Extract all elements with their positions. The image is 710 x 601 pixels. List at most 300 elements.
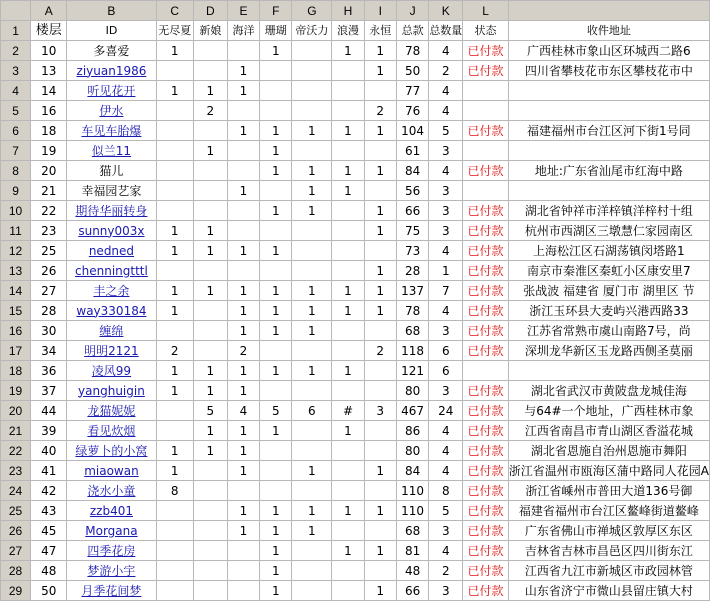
cell-d[interactable] xyxy=(193,581,227,601)
floor-cell[interactable]: 43 xyxy=(31,501,67,521)
address-cell[interactable]: 广东省佛山市禅城区敦厚区东区 xyxy=(508,521,709,541)
cell-d[interactable] xyxy=(193,561,227,581)
cell-e[interactable] xyxy=(227,561,259,581)
cell-d[interactable] xyxy=(193,321,227,341)
cell-e[interactable] xyxy=(227,261,259,281)
user-id-cell[interactable]: 凌风99 xyxy=(67,361,156,381)
floor-cell[interactable]: 40 xyxy=(31,441,67,461)
quantity-cell[interactable]: 4 xyxy=(429,241,463,261)
total-amount-cell[interactable]: 61 xyxy=(396,141,428,161)
cell-g[interactable] xyxy=(292,221,332,241)
floor-cell[interactable]: 22 xyxy=(31,201,67,221)
total-amount-cell[interactable]: 78 xyxy=(396,301,428,321)
cell-i[interactable]: 1 xyxy=(364,461,396,481)
user-id-cell[interactable]: 丰之余 xyxy=(67,281,156,301)
header-cell[interactable]: 新娘 xyxy=(193,21,227,41)
row-header[interactable]: 22 xyxy=(1,441,31,461)
column-header-I[interactable]: I xyxy=(364,1,396,21)
floor-cell[interactable]: 26 xyxy=(31,261,67,281)
row-header[interactable]: 1 xyxy=(1,21,31,41)
cell-i[interactable] xyxy=(364,241,396,261)
cell-c[interactable]: 8 xyxy=(156,481,193,501)
cell-e[interactable]: 1 xyxy=(227,421,259,441)
header-cell[interactable]: 总款 xyxy=(396,21,428,41)
user-id-cell[interactable]: 多喜爱 xyxy=(67,41,156,61)
cell-f[interactable]: 1 xyxy=(260,241,292,261)
quantity-cell[interactable]: 3 xyxy=(429,201,463,221)
cell-d[interactable] xyxy=(193,261,227,281)
cell-c[interactable]: 1 xyxy=(156,381,193,401)
cell-i[interactable] xyxy=(364,321,396,341)
quantity-cell[interactable]: 6 xyxy=(429,361,463,381)
cell-i[interactable]: 1 xyxy=(364,581,396,601)
status-cell[interactable]: 已付款 xyxy=(463,41,508,61)
cell-c[interactable] xyxy=(156,501,193,521)
cell-f[interactable]: 1 xyxy=(260,581,292,601)
cell-g[interactable]: 1 xyxy=(292,361,332,381)
column-header-H[interactable]: H xyxy=(332,1,364,21)
address-cell[interactable]: 江西省南昌市青山湖区香溢花城 xyxy=(508,421,709,441)
column-header-E[interactable]: E xyxy=(227,1,259,21)
cell-c[interactable] xyxy=(156,321,193,341)
header-cell[interactable]: 无尽夏 xyxy=(156,21,193,41)
cell-c[interactable] xyxy=(156,161,193,181)
total-amount-cell[interactable]: 84 xyxy=(396,461,428,481)
floor-cell[interactable]: 42 xyxy=(31,481,67,501)
cell-i[interactable]: 1 xyxy=(364,161,396,181)
cell-d[interactable] xyxy=(193,41,227,61)
quantity-cell[interactable]: 24 xyxy=(429,401,463,421)
cell-i[interactable]: 3 xyxy=(364,401,396,421)
row-header[interactable]: 14 xyxy=(1,281,31,301)
quantity-cell[interactable]: 3 xyxy=(429,321,463,341)
user-id-cell[interactable]: 似兰11 xyxy=(67,141,156,161)
floor-cell[interactable]: 21 xyxy=(31,181,67,201)
cell-g[interactable]: 1 xyxy=(292,161,332,181)
cell-e[interactable] xyxy=(227,221,259,241)
floor-cell[interactable]: 28 xyxy=(31,301,67,321)
cell-c[interactable]: 1 xyxy=(156,221,193,241)
status-cell[interactable]: 已付款 xyxy=(463,501,508,521)
total-amount-cell[interactable]: 110 xyxy=(396,481,428,501)
quantity-cell[interactable]: 4 xyxy=(429,441,463,461)
cell-g[interactable]: 1 xyxy=(292,521,332,541)
column-header-L[interactable]: L xyxy=(463,1,508,21)
address-cell[interactable]: 福建福州市台江区河下街1号同 xyxy=(508,121,709,141)
cell-f[interactable]: 1 xyxy=(260,121,292,141)
cell-c[interactable]: 1 xyxy=(156,281,193,301)
quantity-cell[interactable]: 4 xyxy=(429,101,463,121)
cell-h[interactable]: # xyxy=(332,401,364,421)
cell-f[interactable] xyxy=(260,181,292,201)
cell-f[interactable] xyxy=(260,441,292,461)
cell-i[interactable]: 1 xyxy=(364,541,396,561)
user-id-cell[interactable]: Morgana xyxy=(67,521,156,541)
cell-f[interactable]: 1 xyxy=(260,561,292,581)
cell-d[interactable]: 1 xyxy=(193,381,227,401)
cell-f[interactable] xyxy=(260,481,292,501)
user-id-cell[interactable]: 梦游小宇 xyxy=(67,561,156,581)
user-id-cell[interactable]: 绿萝卜的小窝 xyxy=(67,441,156,461)
status-cell[interactable]: 已付款 xyxy=(463,561,508,581)
status-cell[interactable] xyxy=(463,101,508,121)
cell-d[interactable]: 1 xyxy=(193,421,227,441)
cell-g[interactable]: 1 xyxy=(292,121,332,141)
status-cell[interactable]: 已付款 xyxy=(463,541,508,561)
cell-f[interactable]: 1 xyxy=(260,301,292,321)
cell-h[interactable] xyxy=(332,141,364,161)
status-cell[interactable]: 已付款 xyxy=(463,321,508,341)
header-cell[interactable]: 帝沃力 xyxy=(292,21,332,41)
cell-i[interactable] xyxy=(364,381,396,401)
status-cell[interactable]: 已付款 xyxy=(463,301,508,321)
row-header[interactable]: 7 xyxy=(1,141,31,161)
cell-i[interactable] xyxy=(364,181,396,201)
user-id-cell[interactable]: nedned xyxy=(67,241,156,261)
cell-d[interactable]: 1 xyxy=(193,241,227,261)
cell-g[interactable]: 6 xyxy=(292,401,332,421)
status-cell[interactable] xyxy=(463,141,508,161)
cell-i[interactable] xyxy=(364,421,396,441)
cell-i[interactable]: 2 xyxy=(364,101,396,121)
quantity-cell[interactable]: 4 xyxy=(429,421,463,441)
cell-d[interactable]: 1 xyxy=(193,361,227,381)
total-amount-cell[interactable]: 28 xyxy=(396,261,428,281)
cell-g[interactable] xyxy=(292,341,332,361)
cell-d[interactable]: 2 xyxy=(193,101,227,121)
column-header-A[interactable]: A xyxy=(31,1,67,21)
total-amount-cell[interactable]: 118 xyxy=(396,341,428,361)
address-cell[interactable]: 山东省济宁市微山县留庄镇大村 xyxy=(508,581,709,601)
cell-e[interactable]: 1 xyxy=(227,381,259,401)
row-header[interactable]: 3 xyxy=(1,61,31,81)
total-amount-cell[interactable]: 121 xyxy=(396,361,428,381)
cell-f[interactable] xyxy=(260,61,292,81)
cell-h[interactable] xyxy=(332,201,364,221)
user-id-cell[interactable]: 龙猫妮妮 xyxy=(67,401,156,421)
quantity-cell[interactable]: 4 xyxy=(429,161,463,181)
cell-e[interactable]: 1 xyxy=(227,321,259,341)
header-cell[interactable]: 永恒 xyxy=(364,21,396,41)
cell-g[interactable]: 1 xyxy=(292,181,332,201)
user-id-cell[interactable]: 幸福园艺家 xyxy=(67,181,156,201)
quantity-cell[interactable]: 8 xyxy=(429,481,463,501)
row-header[interactable]: 12 xyxy=(1,241,31,261)
quantity-cell[interactable]: 3 xyxy=(429,581,463,601)
cell-g[interactable]: 1 xyxy=(292,461,332,481)
quantity-cell[interactable]: 3 xyxy=(429,381,463,401)
cell-d[interactable] xyxy=(193,501,227,521)
status-cell[interactable]: 已付款 xyxy=(463,381,508,401)
status-cell[interactable]: 已付款 xyxy=(463,421,508,441)
cell-c[interactable]: 1 xyxy=(156,361,193,381)
cell-f[interactable]: 1 xyxy=(260,281,292,301)
address-cell[interactable] xyxy=(508,101,709,121)
quantity-cell[interactable]: 4 xyxy=(429,461,463,481)
row-header[interactable]: 27 xyxy=(1,541,31,561)
cell-h[interactable]: 1 xyxy=(332,421,364,441)
cell-g[interactable] xyxy=(292,241,332,261)
header-cell[interactable]: 浪漫 xyxy=(332,21,364,41)
header-cell[interactable]: 总数量 xyxy=(429,21,463,41)
row-header[interactable]: 21 xyxy=(1,421,31,441)
cell-g[interactable] xyxy=(292,581,332,601)
row-header[interactable]: 5 xyxy=(1,101,31,121)
total-amount-cell[interactable]: 104 xyxy=(396,121,428,141)
cell-e[interactable]: 1 xyxy=(227,121,259,141)
cell-c[interactable]: 1 xyxy=(156,41,193,61)
cell-f[interactable] xyxy=(260,221,292,241)
floor-cell[interactable]: 39 xyxy=(31,421,67,441)
address-cell[interactable]: 福建省福州市台江区鳌峰街道鳌峰 xyxy=(508,501,709,521)
user-id-cell[interactable]: miaowan xyxy=(67,461,156,481)
status-cell[interactable]: 已付款 xyxy=(463,401,508,421)
header-cell[interactable]: 楼层 xyxy=(31,21,67,41)
column-header-J[interactable]: J xyxy=(396,1,428,21)
cell-h[interactable] xyxy=(332,221,364,241)
total-amount-cell[interactable]: 68 xyxy=(396,521,428,541)
cell-h[interactable] xyxy=(332,81,364,101)
cell-c[interactable]: 1 xyxy=(156,301,193,321)
cell-e[interactable]: 1 xyxy=(227,461,259,481)
cell-c[interactable] xyxy=(156,141,193,161)
total-amount-cell[interactable]: 467 xyxy=(396,401,428,421)
floor-cell[interactable]: 37 xyxy=(31,381,67,401)
cell-g[interactable]: 1 xyxy=(292,501,332,521)
row-header[interactable]: 16 xyxy=(1,321,31,341)
status-cell[interactable]: 已付款 xyxy=(463,581,508,601)
row-header[interactable]: 13 xyxy=(1,261,31,281)
cell-f[interactable]: 1 xyxy=(260,541,292,561)
cell-c[interactable] xyxy=(156,181,193,201)
floor-cell[interactable]: 14 xyxy=(31,81,67,101)
cell-g[interactable]: 1 xyxy=(292,281,332,301)
total-amount-cell[interactable]: 84 xyxy=(396,161,428,181)
user-id-cell[interactable]: sunny003x xyxy=(67,221,156,241)
address-cell[interactable]: 与64#一个地址，广西桂林市象 xyxy=(508,401,709,421)
cell-c[interactable] xyxy=(156,541,193,561)
total-amount-cell[interactable]: 66 xyxy=(396,201,428,221)
address-cell[interactable]: 四川省攀枝花市东区攀枝花市中 xyxy=(508,61,709,81)
status-cell[interactable]: 已付款 xyxy=(463,241,508,261)
cell-i[interactable]: 1 xyxy=(364,201,396,221)
total-amount-cell[interactable]: 56 xyxy=(396,181,428,201)
header-cell[interactable]: 海洋 xyxy=(227,21,259,41)
row-header[interactable]: 11 xyxy=(1,221,31,241)
status-cell[interactable]: 已付款 xyxy=(463,441,508,461)
address-cell[interactable]: 湖北省钟祥市洋梓镇洋梓村十组 xyxy=(508,201,709,221)
select-all-corner[interactable] xyxy=(1,1,31,21)
cell-e[interactable] xyxy=(227,141,259,161)
floor-cell[interactable]: 20 xyxy=(31,161,67,181)
cell-d[interactable] xyxy=(193,201,227,221)
status-cell[interactable]: 已付款 xyxy=(463,521,508,541)
cell-g[interactable] xyxy=(292,101,332,121)
cell-f[interactable]: 1 xyxy=(260,521,292,541)
floor-cell[interactable]: 44 xyxy=(31,401,67,421)
cell-h[interactable] xyxy=(332,101,364,121)
cell-i[interactable] xyxy=(364,561,396,581)
cell-h[interactable]: 1 xyxy=(332,301,364,321)
floor-cell[interactable]: 16 xyxy=(31,101,67,121)
cell-d[interactable]: 1 xyxy=(193,441,227,461)
column-header-m[interactable] xyxy=(508,1,709,21)
quantity-cell[interactable]: 6 xyxy=(429,341,463,361)
cell-c[interactable] xyxy=(156,561,193,581)
cell-g[interactable] xyxy=(292,381,332,401)
cell-e[interactable]: 1 xyxy=(227,301,259,321)
cell-i[interactable]: 1 xyxy=(364,501,396,521)
user-id-cell[interactable]: 四季花房 xyxy=(67,541,156,561)
address-cell[interactable]: 浙江省嵊州市普田大道136号御 xyxy=(508,481,709,501)
total-amount-cell[interactable]: 81 xyxy=(396,541,428,561)
cell-f[interactable] xyxy=(260,101,292,121)
status-cell[interactable] xyxy=(463,181,508,201)
cell-d[interactable] xyxy=(193,541,227,561)
cell-d[interactable] xyxy=(193,301,227,321)
quantity-cell[interactable]: 2 xyxy=(429,561,463,581)
cell-h[interactable] xyxy=(332,461,364,481)
cell-g[interactable] xyxy=(292,441,332,461)
cell-f[interactable]: 1 xyxy=(260,321,292,341)
cell-g[interactable]: 1 xyxy=(292,301,332,321)
user-id-cell[interactable]: 猫儿 xyxy=(67,161,156,181)
cell-h[interactable]: 1 xyxy=(332,501,364,521)
address-cell[interactable]: 湖北省武汉市黄陂盘龙城佳海 xyxy=(508,381,709,401)
floor-cell[interactable]: 36 xyxy=(31,361,67,381)
cell-d[interactable] xyxy=(193,341,227,361)
user-id-cell[interactable]: zzb401 xyxy=(67,501,156,521)
row-header[interactable]: 25 xyxy=(1,501,31,521)
row-header[interactable]: 17 xyxy=(1,341,31,361)
cell-i[interactable] xyxy=(364,141,396,161)
total-amount-cell[interactable]: 50 xyxy=(396,61,428,81)
quantity-cell[interactable]: 3 xyxy=(429,181,463,201)
cell-c[interactable]: 1 xyxy=(156,81,193,101)
floor-cell[interactable]: 50 xyxy=(31,581,67,601)
cell-f[interactable] xyxy=(260,341,292,361)
cell-e[interactable]: 4 xyxy=(227,401,259,421)
status-cell[interactable]: 已付款 xyxy=(463,281,508,301)
status-cell[interactable]: 已付款 xyxy=(463,221,508,241)
cell-c[interactable]: 2 xyxy=(156,341,193,361)
user-id-cell[interactable]: yanghuigin xyxy=(67,381,156,401)
row-header[interactable]: 24 xyxy=(1,481,31,501)
cell-e[interactable] xyxy=(227,481,259,501)
address-cell[interactable] xyxy=(508,361,709,381)
cell-e[interactable] xyxy=(227,161,259,181)
cell-e[interactable] xyxy=(227,541,259,561)
total-amount-cell[interactable]: 86 xyxy=(396,421,428,441)
cell-i[interactable]: 1 xyxy=(364,121,396,141)
row-header[interactable]: 23 xyxy=(1,461,31,481)
quantity-cell[interactable]: 7 xyxy=(429,281,463,301)
floor-cell[interactable]: 10 xyxy=(31,41,67,61)
floor-cell[interactable]: 30 xyxy=(31,321,67,341)
address-cell[interactable]: 广西桂林市象山区环城西二路6 xyxy=(508,41,709,61)
cell-d[interactable]: 1 xyxy=(193,221,227,241)
cell-h[interactable]: 1 xyxy=(332,281,364,301)
cell-c[interactable] xyxy=(156,401,193,421)
cell-e[interactable]: 2 xyxy=(227,341,259,361)
cell-e[interactable]: 1 xyxy=(227,61,259,81)
user-id-cell[interactable]: 缠绵 xyxy=(67,321,156,341)
column-header-B[interactable]: B xyxy=(67,1,156,21)
header-cell[interactable]: ID xyxy=(67,21,156,41)
cell-f[interactable] xyxy=(260,461,292,481)
user-id-cell[interactable]: 期待华丽转身 xyxy=(67,201,156,221)
row-header[interactable]: 10 xyxy=(1,201,31,221)
header-cell[interactable]: 状态 xyxy=(463,21,508,41)
total-amount-cell[interactable]: 80 xyxy=(396,441,428,461)
address-cell[interactable]: 江苏省常熟市虞山南路7号，尚 xyxy=(508,321,709,341)
row-header[interactable]: 15 xyxy=(1,301,31,321)
cell-h[interactable] xyxy=(332,581,364,601)
cell-i[interactable] xyxy=(364,481,396,501)
cell-h[interactable] xyxy=(332,521,364,541)
cell-c[interactable]: 1 xyxy=(156,461,193,481)
column-header-G[interactable]: G xyxy=(292,1,332,21)
cell-i[interactable]: 1 xyxy=(364,221,396,241)
cell-e[interactable] xyxy=(227,201,259,221)
status-cell[interactable]: 已付款 xyxy=(463,161,508,181)
floor-cell[interactable]: 13 xyxy=(31,61,67,81)
cell-e[interactable]: 1 xyxy=(227,281,259,301)
cell-e[interactable]: 1 xyxy=(227,181,259,201)
cell-i[interactable]: 2 xyxy=(364,341,396,361)
total-amount-cell[interactable]: 66 xyxy=(396,581,428,601)
cell-i[interactable] xyxy=(364,521,396,541)
cell-e[interactable] xyxy=(227,41,259,61)
cell-g[interactable] xyxy=(292,261,332,281)
address-cell[interactable] xyxy=(508,141,709,161)
cell-i[interactable]: 1 xyxy=(364,281,396,301)
cell-d[interactable] xyxy=(193,461,227,481)
floor-cell[interactable]: 45 xyxy=(31,521,67,541)
cell-h[interactable] xyxy=(332,341,364,361)
total-amount-cell[interactable]: 78 xyxy=(396,41,428,61)
quantity-cell[interactable]: 5 xyxy=(429,121,463,141)
cell-h[interactable]: 1 xyxy=(332,121,364,141)
total-amount-cell[interactable]: 68 xyxy=(396,321,428,341)
cell-d[interactable] xyxy=(193,481,227,501)
status-cell[interactable] xyxy=(463,81,508,101)
cell-e[interactable]: 1 xyxy=(227,501,259,521)
cell-g[interactable] xyxy=(292,61,332,81)
header-cell[interactable]: 珊瑚 xyxy=(260,21,292,41)
cell-d[interactable]: 1 xyxy=(193,81,227,101)
cell-f[interactable]: 1 xyxy=(260,141,292,161)
quantity-cell[interactable]: 4 xyxy=(429,301,463,321)
cell-h[interactable]: 1 xyxy=(332,541,364,561)
user-id-cell[interactable]: ziyuan1986 xyxy=(67,61,156,81)
address-cell[interactable]: 湖北省恩施自治州恩施市舞阳 xyxy=(508,441,709,461)
cell-h[interactable] xyxy=(332,321,364,341)
cell-c[interactable] xyxy=(156,421,193,441)
row-header[interactable]: 2 xyxy=(1,41,31,61)
cell-i[interactable] xyxy=(364,81,396,101)
column-header-D[interactable]: D xyxy=(193,1,227,21)
status-cell[interactable]: 已付款 xyxy=(463,261,508,281)
quantity-cell[interactable]: 4 xyxy=(429,541,463,561)
cell-d[interactable] xyxy=(193,121,227,141)
row-header[interactable]: 28 xyxy=(1,561,31,581)
cell-f[interactable]: 1 xyxy=(260,201,292,221)
user-id-cell[interactable]: 伊水 xyxy=(67,101,156,121)
status-cell[interactable]: 已付款 xyxy=(463,341,508,361)
total-amount-cell[interactable]: 80 xyxy=(396,381,428,401)
floor-cell[interactable]: 19 xyxy=(31,141,67,161)
